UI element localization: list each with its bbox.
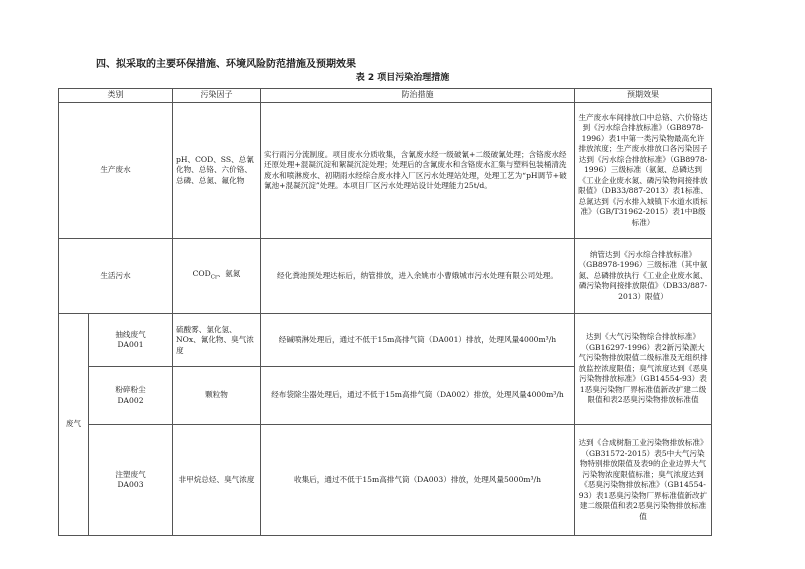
section-title: 四、拟采取的主要环保措施、环境风险防范措施及预期效果: [96, 59, 356, 70]
table-header-row: [59, 89, 712, 103]
source-cell: [89, 367, 173, 425]
pollutant-subscript: Cr: [210, 274, 218, 281]
effect-cell: 达到《大气污染物综合排放标准》（GB16297-1996）表2新污染源大气污染物排放限值二级标准及无组织排放监控浓度限值；臭气浓度达到《恶臭污染物排放标准》（GB14554-93）表1恶臭污染物厂界标准值新改扩建二级限值和表2恶臭污染物排放标准值: [575, 314, 712, 425]
pollutant-main: COD: [192, 268, 211, 278]
table-row: [59, 103, 712, 238]
category-cell: 废气: [59, 314, 89, 536]
source-cell: [89, 425, 173, 536]
category-cell: 生产废水: [59, 103, 173, 238]
pollutant-cell: 颗粒物: [173, 367, 261, 425]
table-row: [59, 314, 712, 367]
source-name: 抽线废气: [115, 329, 146, 339]
pollutant-rest: 、氨氮: [217, 268, 241, 278]
measures-cell: 经碱喷淋处理后，通过不低于15m高排气筒（DA001）排放，处理风量4000m³/h: [261, 314, 575, 367]
table-row: [59, 238, 712, 313]
measures-cell: 实行雨污分流制度。项目废水分质收集，含氰废水经一级破氰+二级破氰处理；含铬废水经还原处理+混凝沉淀和絮凝沉淀处理；处理后的含氰废水和含铬废水汇集与塑料包装桶清洗废水和喷淋废水、初期雨水经综合废水排入厂区污水处理站处理，处理工艺为“pH调节+破氰池+混凝沉淀”处理。本项目厂区污水处理站设计处理能力25t/d。: [261, 103, 575, 238]
table-row: [59, 425, 712, 536]
effect-cell: 纳管达到《污水综合排放标准》（GB8978-1996）三级标准（其中氨氮、总磷排放执行《工业企业废水氮、磷污染物间接排放限值》（DB33/887-2013）限值）: [575, 238, 712, 313]
header-category: 类别: [59, 89, 173, 103]
header-pollutant: 污染因子: [173, 89, 261, 103]
effect-cell: 生产废水车间排放口中总铬、六价铬达到《污水综合排放标准》（GB8978-1996）表1中第一类污染物最高允许排放浓度；生产废水排放口各污染因子达到《污水综合排放标准》（GB8978-1996）三级标准（氨氮、总磷达到《工业企业废水氮、磷污染物间接排放限值》（DB33/887-2013）表1标准、总氮达到《污水排入城镇下水道水质标准》（GB/T31962-2015）表1中B级标准）: [575, 103, 712, 238]
pollutant-cell: [173, 238, 261, 313]
pollutant-cell: pH、COD、SS、总氰化物、总铬、六价铬、总磷、总氮、氟化物: [173, 103, 261, 238]
table-title: 表 2 项目污染治理措施: [355, 73, 450, 83]
category-cell: 生活污水: [59, 238, 173, 313]
measures-cell: 收集后，通过不低于15m高排气筒（DA003）排放，处理风量5000m³/h: [261, 425, 575, 536]
source-code: DA003: [117, 480, 144, 490]
source-code: DA002: [117, 395, 144, 405]
pollutant-cell: 硫酸雾、氯化氢、NOx、氰化物、臭气浓度: [173, 314, 261, 367]
measures-cell: 经化粪池预处理达标后，纳管排放，进入余姚市小曹娥城市污水处理有限公司处理。: [261, 238, 575, 313]
source-name: 注塑废气: [115, 469, 146, 479]
measures-cell: 经布袋除尘器处理后，通过不低于15m高排气筒（DA002）排放，处理风量4000m³/h: [261, 367, 575, 425]
source-name: 粉碎粉尘: [115, 385, 146, 395]
pollution-control-table: [58, 88, 712, 536]
header-effect: 预期效果: [575, 89, 712, 103]
source-code: DA001: [117, 340, 144, 350]
header-measures: 防治措施: [261, 89, 575, 103]
effect-cell: 达到《合成树脂工业污染物排放标准》（GB31572-2015）表5中大气污染物特别排放限值及表9的企业边界大气污染物浓度限值标准；臭气浓度达到《恶臭污染物排放标准》（GB14554-93）表1恶臭污染物厂界标准值新改扩建二级限值和表2恶臭污染物排放标准值: [575, 425, 712, 536]
pollutant-cell: 非甲烷总烃、臭气浓度: [173, 425, 261, 536]
source-cell: [89, 314, 173, 367]
